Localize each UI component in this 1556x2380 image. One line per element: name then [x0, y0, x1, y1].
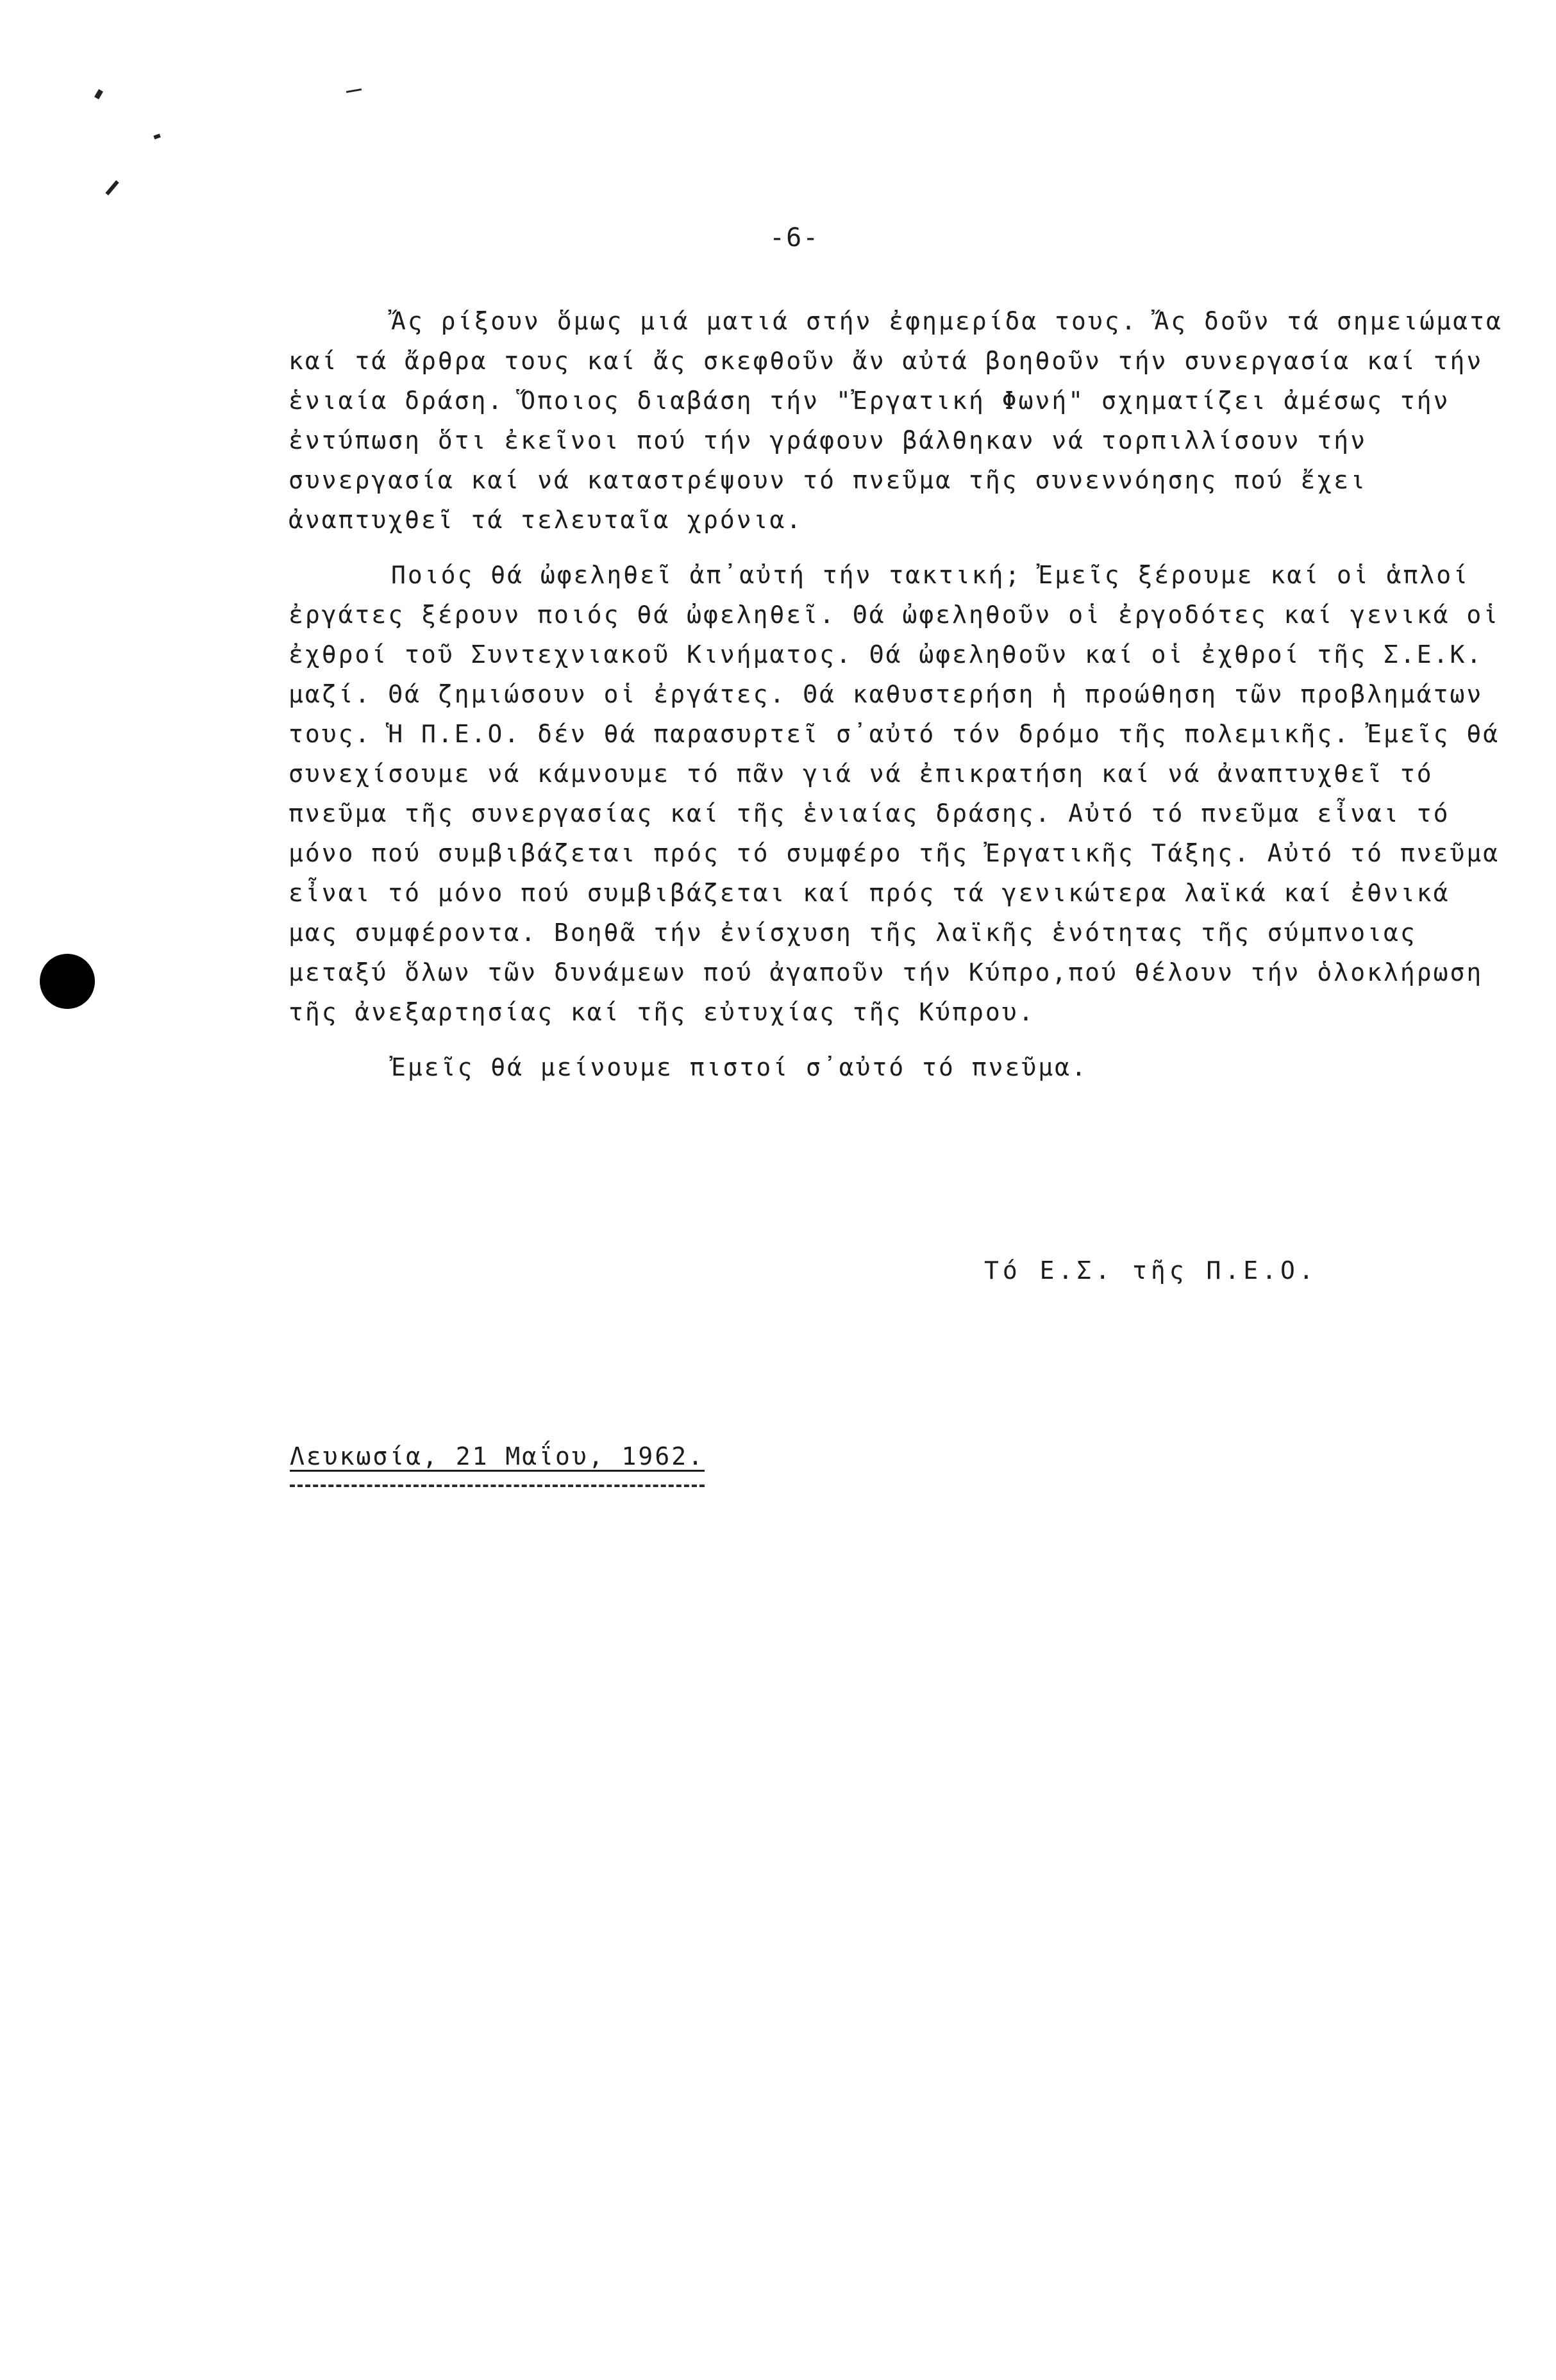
paragraph-2: Ποιός θά ὠφεληθεῖ ἀπ᾽αὐτή τήν τακτική; Ἐμεῖς ξέρουμε καί οἱ ἁπλοί ἐργάτες ξέρουν ποιός θά ὠφεληθεῖ. Θά ὠφεληθοῦν οἱ ἐργοδότες καί γενικά οἱ ἐχθροί τοῦ Συντεχνιακοῦ Κινήματος. Θά ὠφεληθοῦν καί οἱ ἐχθροί τῆς Σ.Ε.Κ. μαζί. Θά ζημιώσουν οἱ ἐργάτες. Θά καθυστερήση ἡ προώθηση τῶν προβλημάτων τους. Ἡ Π.Ε.Ο. δέν θά παρασυρτεῖ σ᾽αὐτό τόν δρόμο τῆς πολεμικῆς. Ἐμεῖς θά συνεχίσουμε νά κάμνουμε τό πᾶν γιά νά ἐπικρατήση καί νά ἀναπτυχθεῖ τό πνεῦμα τῆς συνεργασίας καί τῆς ἑνιαίας δράσης. Αὐτό τό πνεῦμα εἶναι τό μόνο πού συμβιβάζεται πρός τό συμφέρο τῆς Ἐργατικῆς Τάξης. Αὐτό τό πνεῦμα εἶναι τό μόνο πού συμβιβάζεται καί πρός τά γενικώτερα λαϊκά καί ἐθνικά μας συμφέροντα. Βοηθᾶ τήν ἐνίσχυση τῆς λαϊκῆς ἑνότητας τῆς σύμπνοιας μεταξύ ὅλων τῶν δυνάμεων πού ἀγαποῦν τήν Κύπρο,πού θέλουν τήν ὁλοκλήρωση τῆς ἀνεξαρτησίας καί τῆς εὐτυχίας τῆς Κύπρου. — [289, 561, 1500, 1026]
scan-speck — [153, 133, 160, 139]
hole-punch-mark — [40, 954, 95, 1009]
scan-speck — [94, 89, 103, 99]
scan-speck — [105, 180, 119, 196]
paragraph-1: Ἄς ρίξουν ὅμως μιά ματιά στήν ἐφημερίδα τους. Ἄς δοῦν τά σημειώματα καί τά ἄρθρα τους καί ἄς σκεφθοῦν ἄν αὐτά βοηθοῦν τήν συνεργασία καί τήν ἑνιαία δράση. Ὅποιος διαβάση τήν "Ἐργατική Φωνή" σχηματίζει ἀμέσως τήν ἐντύπωση ὅτι ἐκεῖνοι πού τήν γράφουν βάλθηκαν νά τορπιλλίσουν τήν συνεργασία καί νά καταστρέψουν τό πνεῦμα τῆς συνεννόησης πού ἔχει ἀναπτυχθεῖ τά τελευταῖα χρόνια. — [289, 307, 1503, 534]
signature: Τό Ε.Σ. τῆς Π.Ε.Ο. — [984, 1256, 1318, 1285]
paragraph-3: Ἐμεῖς θά μείνουμε πιστοί σ᾽αὐτό τό πνεῦμα. — [391, 1053, 1088, 1081]
page-number: -6- — [769, 223, 820, 253]
scan-speck — [346, 88, 362, 93]
place-date: Λευκωσία, 21 Μαΐου, 1962. — [290, 1442, 705, 1470]
letter-body — [289, 301, 1507, 1087]
